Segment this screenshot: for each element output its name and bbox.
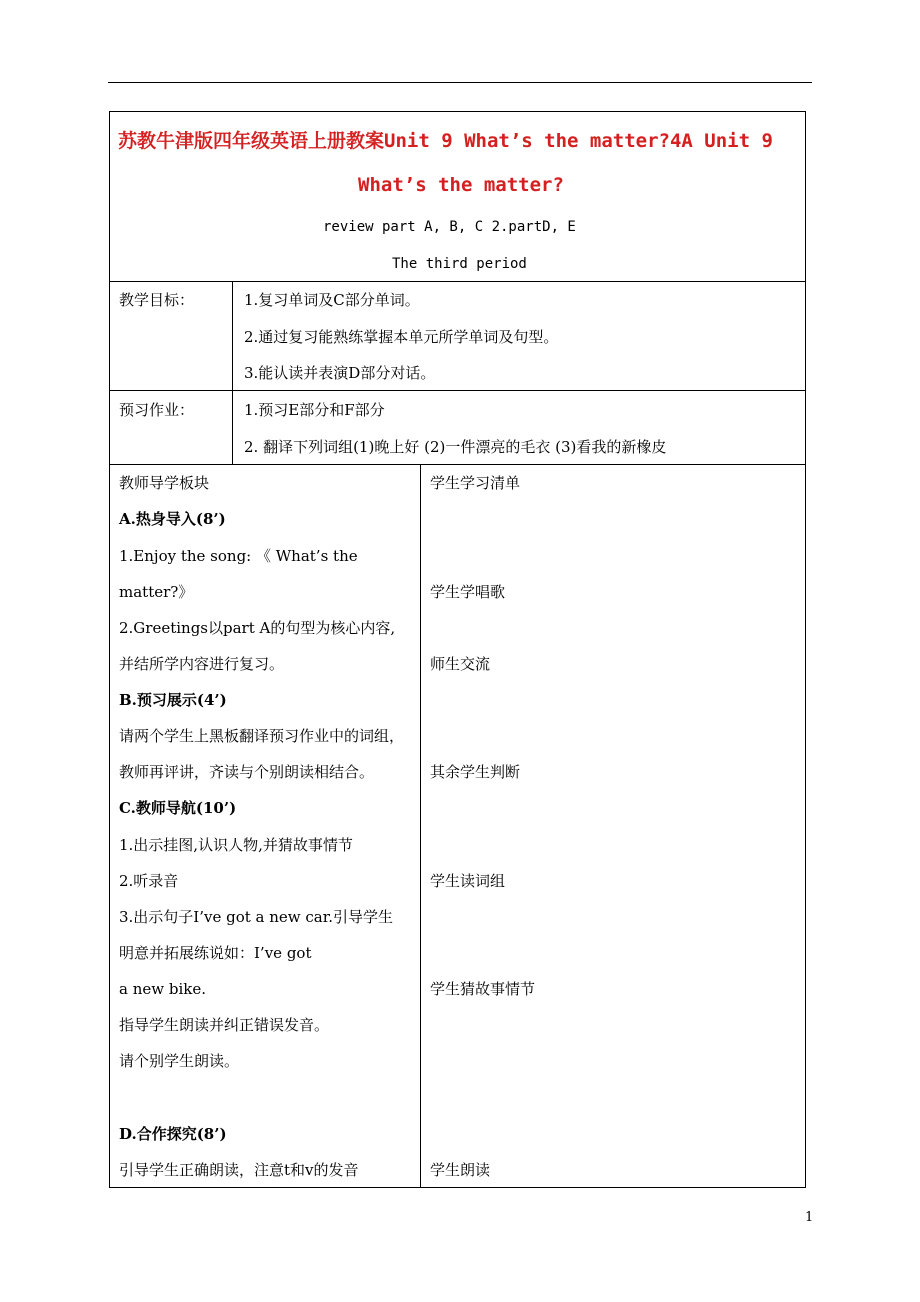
lesson-section [109, 464, 806, 1188]
subtitle-parts: review part A, B, C 2.partD, E [323, 219, 576, 235]
preview-item: 2. 翻译下列词组(1)晚上好 (2)一件漂亮的毛衣 (3)看我的新橡皮 [244, 438, 667, 456]
lesson-divider [420, 464, 421, 1188]
teacher-step: 1.出示挂图,认识人物,并猜故事情节 [119, 836, 353, 854]
teacher-step: 2.Greetings以part A的句型为核心内容, [119, 619, 396, 637]
teacher-step: 引导学生正确朗读，注意t和v的发音 [119, 1161, 359, 1179]
teacher-step: 教师再评讲，齐读与个别朗读相结合。 [119, 763, 375, 781]
objective-item: 1.复习单词及C部分单词。 [244, 291, 420, 309]
teacher-step: 指导学生朗读并纠正错误发音。 [119, 1016, 330, 1034]
preview-label: 预习作业： [119, 401, 195, 419]
header-rule [108, 82, 812, 83]
teacher-step: 1.Enjoy the song: 《 What’s the [119, 547, 358, 565]
student-activity: 学生读词组 [430, 872, 506, 890]
teacher-step: 请个别学生朗读。 [119, 1052, 240, 1070]
section-a-heading: A.热身导入(8’) [119, 510, 226, 528]
teacher-step: a new bike. [119, 980, 206, 998]
preview-divider [232, 390, 233, 465]
objectives-label: 教学目标： [119, 291, 195, 309]
student-column-header: 学生学习清单 [430, 474, 521, 492]
teacher-column-header: 教师导学板块 [119, 474, 210, 492]
student-activity: 师生交流 [430, 655, 491, 673]
teacher-step: 并结所学内容进行复习。 [119, 655, 285, 673]
objectives-divider [232, 281, 233, 391]
preview-item: 1.预习E部分和F部分 [244, 401, 385, 419]
section-d-heading: D.合作探究(8’) [119, 1125, 227, 1143]
page-number: 1 [805, 1210, 814, 1225]
title-line-1: 苏教牛津版四年级英语上册教案Unit 9 What’s the matter?4A Unit 9 [118, 130, 773, 152]
subtitle-period: The third period [392, 256, 527, 272]
objective-item: 2.通过复习能熟练掌握本单元所学单词及句型。 [244, 328, 559, 346]
objective-item: 3.能认读并表演D部分对话。 [244, 364, 436, 382]
teacher-step: matter?》 [119, 583, 194, 601]
section-b-heading: B.预习展示(4’) [119, 691, 227, 709]
teacher-step: 2.听录音 [119, 872, 179, 890]
student-activity: 其余学生判断 [430, 763, 521, 781]
teacher-step: 明意并拓展练说如：I’ve got [119, 944, 312, 962]
section-c-heading: C.教师导航(10’) [119, 799, 237, 817]
teacher-step: 3.出示句子I’ve got a new car.引导学生 [119, 908, 394, 926]
title-line-2: What’s the matter? [358, 174, 564, 196]
student-activity: 学生猜故事情节 [430, 980, 536, 998]
student-activity: 学生学唱歌 [430, 583, 506, 601]
student-activity: 学生朗读 [430, 1161, 491, 1179]
teacher-step: 请两个学生上黑板翻译预习作业中的词组， [119, 727, 405, 745]
